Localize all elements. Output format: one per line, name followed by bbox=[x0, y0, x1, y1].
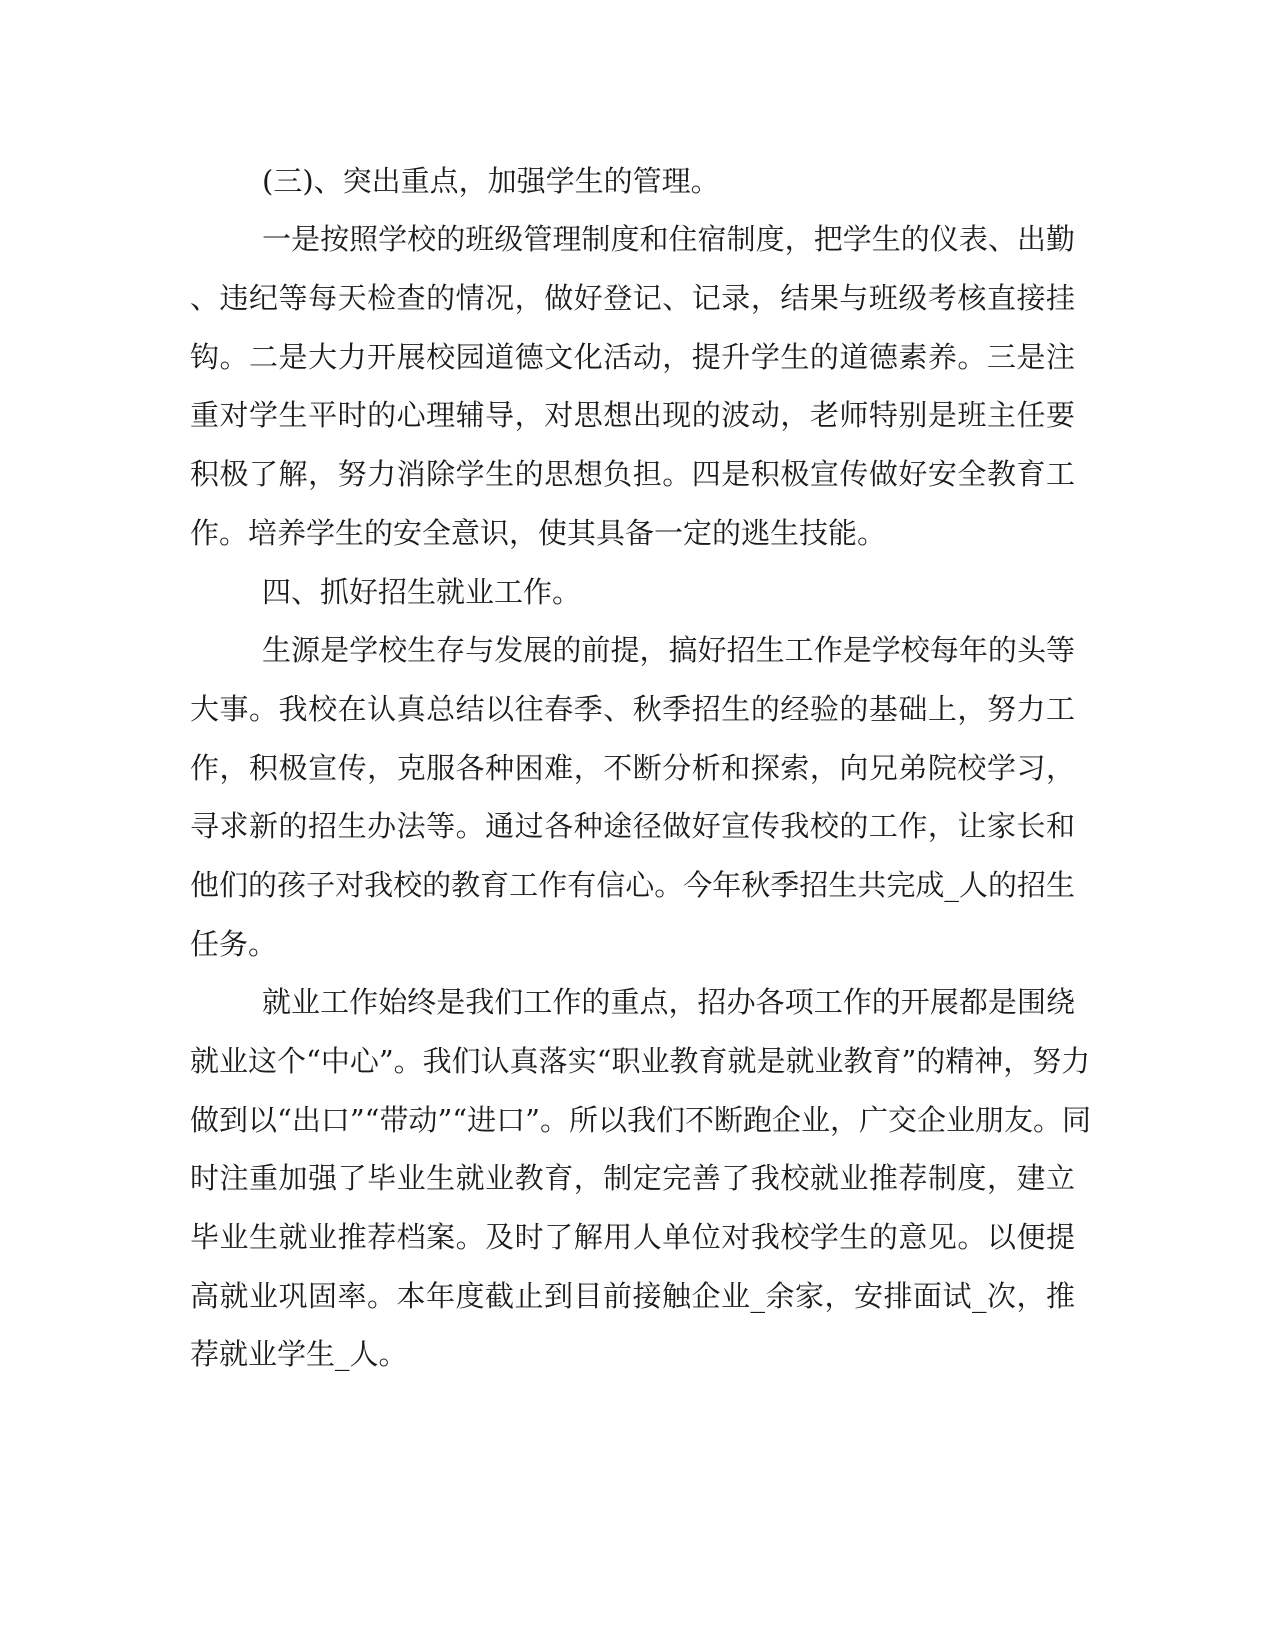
paragraph-line: 寻求新的招生办法等。通过各种途径做好宣传我校的工作，让家长和 bbox=[190, 809, 1075, 843]
section-heading-student-management: (三)、突出重点，加强学生的管理。 bbox=[262, 164, 720, 198]
paragraph-line: 就业工作始终是我们工作的重点，招办各项工作的开展都是围绕 bbox=[262, 985, 1075, 1019]
paragraph-line: 大事。我校在认真总结以往春季、秋季招生的经验的基础上，努力工 bbox=[190, 692, 1075, 726]
paragraph-line: 时注重加强了毕业生就业教育，制定完善了我校就业推荐制度，建立 bbox=[190, 1161, 1075, 1195]
paragraph-line: 钩。二是大力开展校园道德文化活动，提升学生的道德素养。三是注 bbox=[190, 340, 1075, 374]
paragraph-line: 、违纪等每天检查的情况，做好登记、记录，结果与班级考核直接挂 bbox=[190, 281, 1075, 315]
paragraph-line: 就业这个“中心”。我们认真落实“职业教育就是就业教育”的精神，努力 bbox=[190, 1044, 1091, 1078]
paragraph-line: 积极了解，努力消除学生的思想负担。四是积极宣传做好安全教育工 bbox=[190, 457, 1075, 491]
paragraph-line: 毕业生就业推荐档案。及时了解用人单位对我校学生的意见。以便提 bbox=[190, 1220, 1075, 1254]
section-heading-enrollment-employment: 四、抓好招生就业工作。 bbox=[262, 575, 582, 609]
paragraph-line: 他们的孩子对我校的教育工作有信心。今年秋季招生共完成_人的招生 bbox=[190, 868, 1075, 902]
paragraph-line: 荐就业学生_人。 bbox=[190, 1337, 408, 1371]
paragraph-line: 作。培养学生的安全意识，使其具备一定的逃生技能。 bbox=[190, 516, 887, 550]
paragraph-line: 高就业巩固率。本年度截止到目前接触企业_余家，安排面试_次，推 bbox=[190, 1279, 1075, 1313]
paragraph-line: 一是按照学校的班级管理制度和住宿制度，把学生的仪表、出勤 bbox=[262, 222, 1075, 256]
paragraph-line: 作，积极宣传，克服各种困难，不断分析和探索，向兄弟院校学习， bbox=[190, 751, 1075, 785]
paragraph-line: 任务。 bbox=[190, 927, 278, 961]
paragraph-line: 生源是学校生存与发展的前提，搞好招生工作是学校每年的头等 bbox=[262, 633, 1075, 667]
paragraph-line: 做到以“出口”“带动”“进口”。所以我们不断跑企业，广交企业朋友。同 bbox=[190, 1103, 1091, 1137]
paragraph-line: 重对学生平时的心理辅导，对思想出现的波动，老师特别是班主任要 bbox=[190, 398, 1075, 432]
